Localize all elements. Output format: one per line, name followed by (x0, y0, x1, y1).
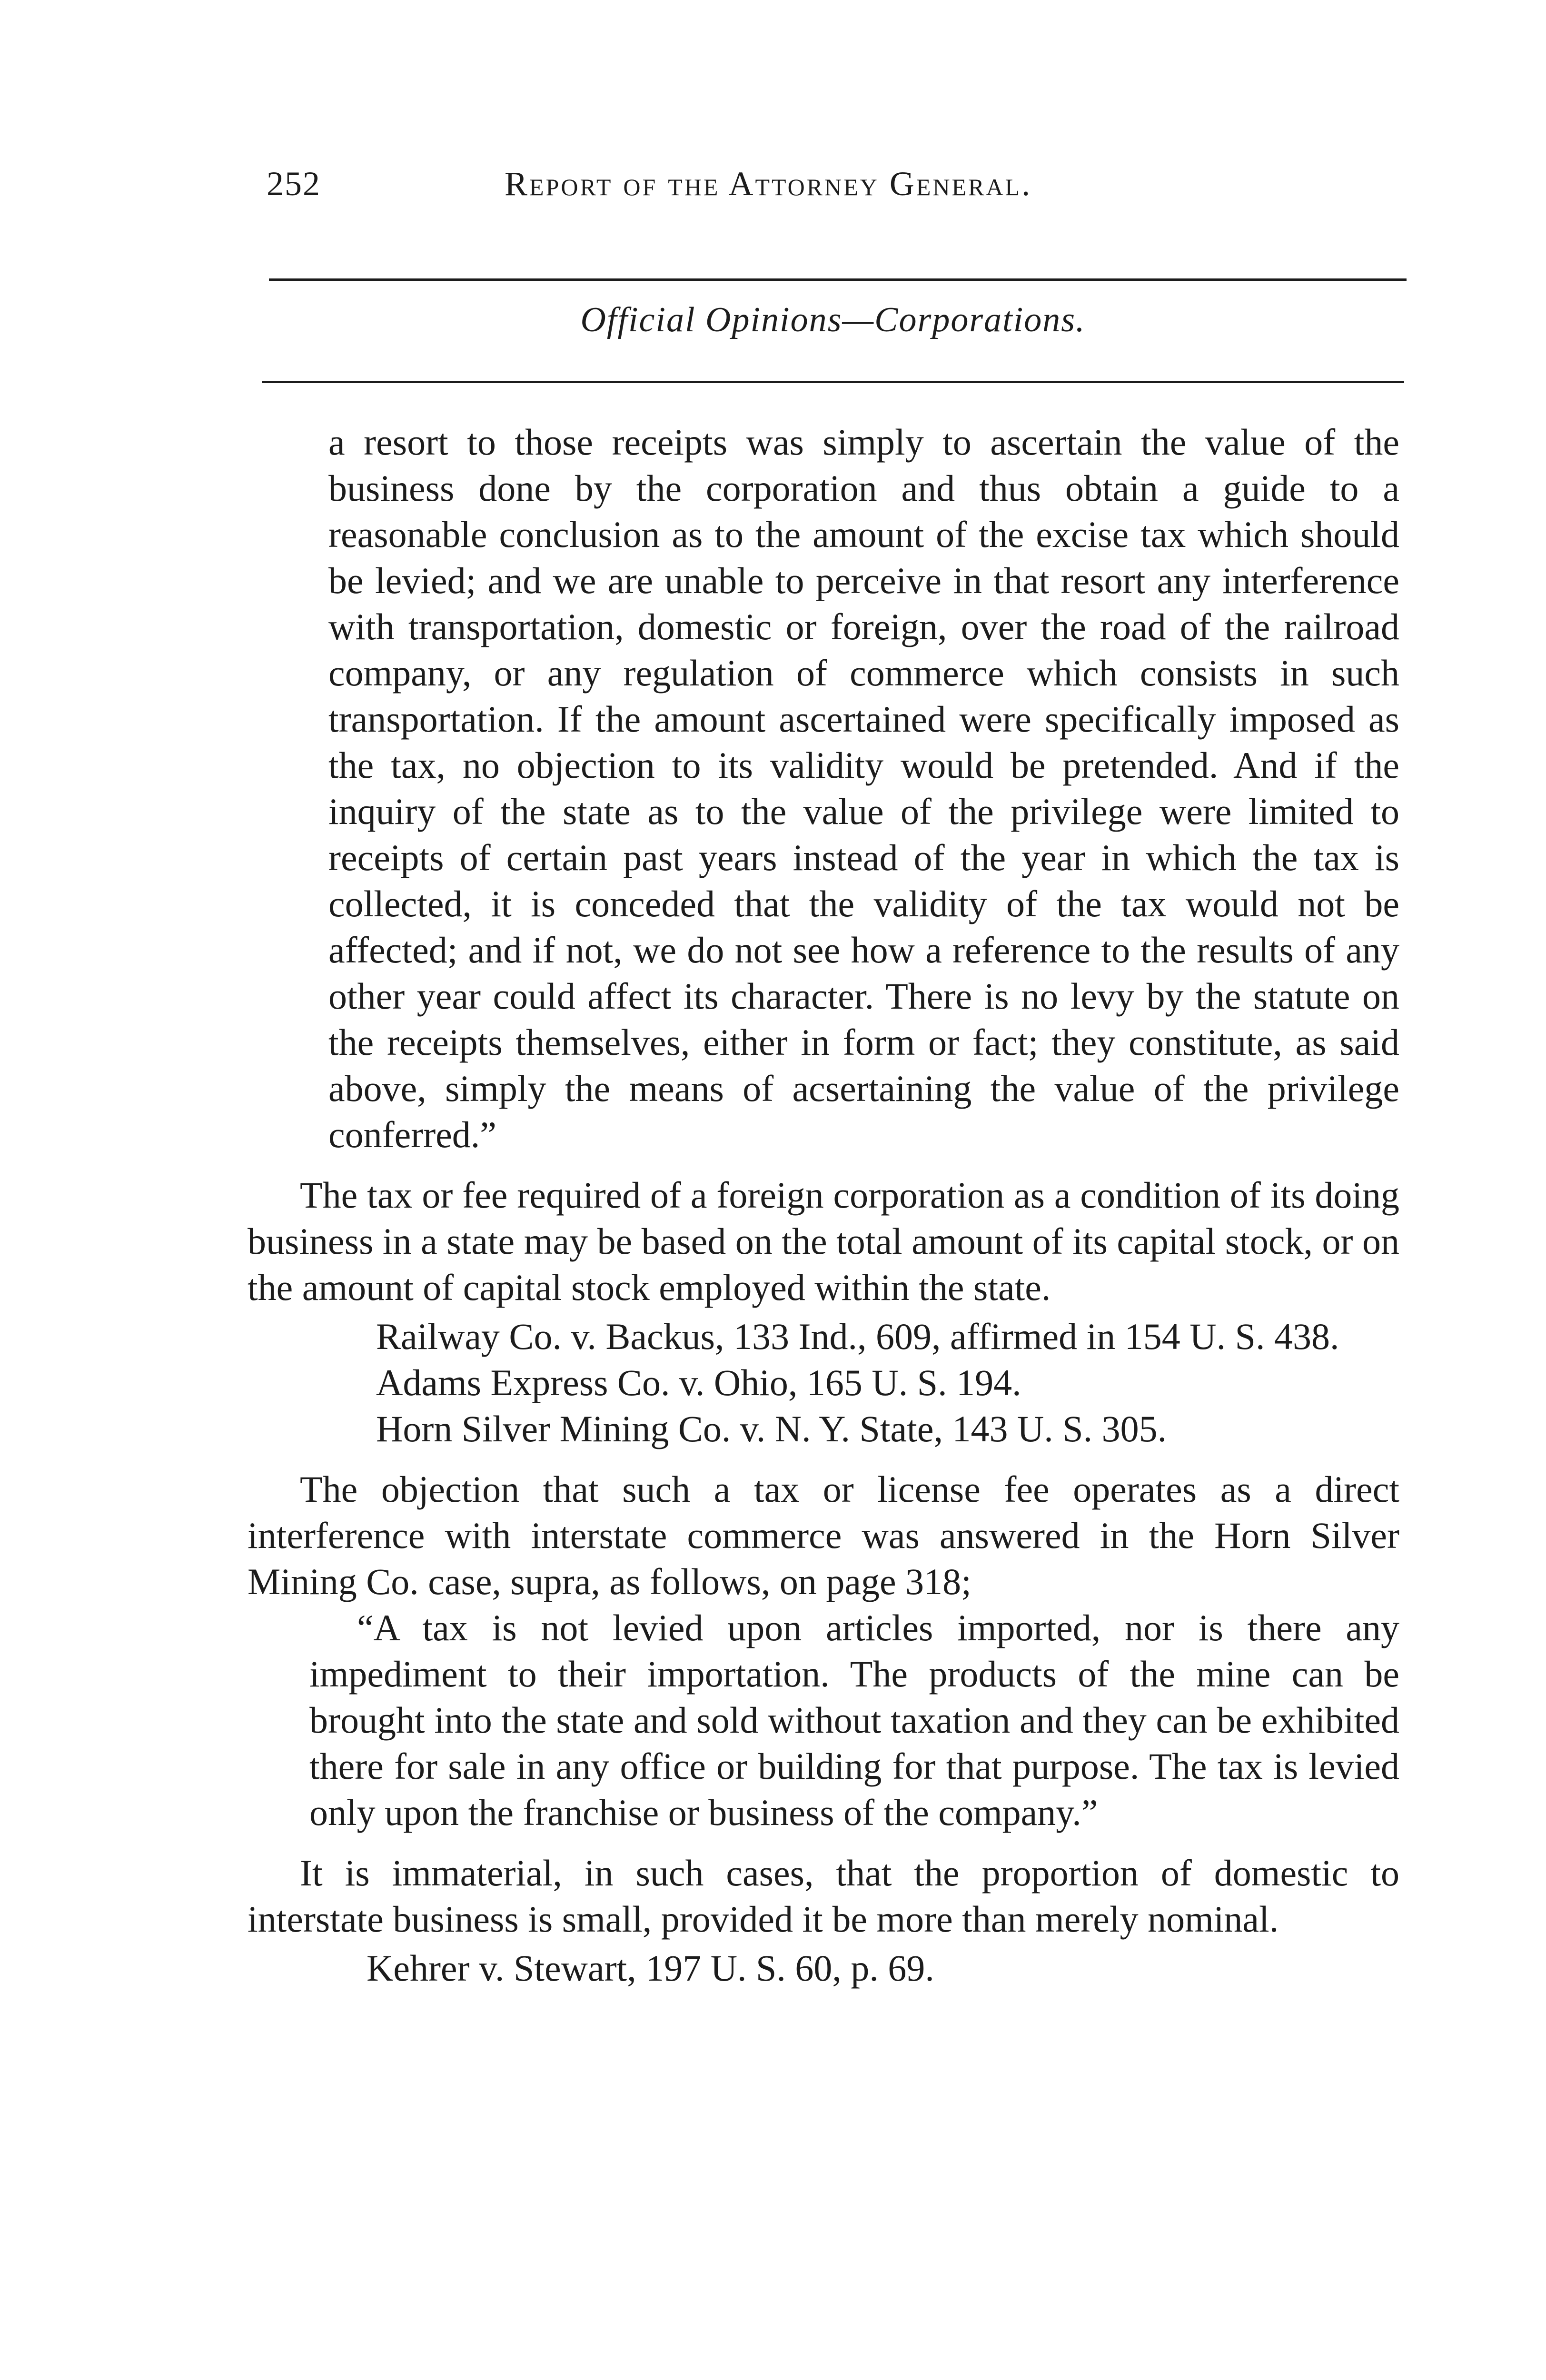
citation-adams-express: Adams Express Co. v. Ohio, 165 U. S. 194. (376, 1362, 1021, 1403)
paragraph-immaterial: It is immaterial, in such cases, that the proportion of domestic to interstate business is small, provided it be more than merely nominal. (248, 1852, 1399, 1940)
body-text (248, 419, 1399, 1991)
quote-horn-silver: “A tax is not levied upon articles imported, nor is there any impediment to their importation. The products of the mine can be brought into the state and sold without taxation and they can be exhibited there for sale in any office or building for that purpose. The tax is levied only upon the franchise or business of the company.” (309, 1607, 1399, 1833)
citation-kehrer-stewart: Kehrer v. Stewart, 197 U. S. 60, p. 69. (367, 1947, 934, 1989)
paragraph-capital-stock: The tax or fee required of a foreign corporation as a condition of its doing business in a state may be based on the total amount of its capital stock, or on the amount of capital stock employed within the state. (248, 1174, 1399, 1308)
citation-horn-silver: Horn Silver Mining Co. v. N. Y. State, 143 U. S. 305. (376, 1408, 1167, 1449)
quote-continuation: a resort to those receipts was simply to ascertain the value of the business done by the corporation and thus obtain a guide to a reasonable conclusion as to the amount of the excise tax which should be levied; and we are unable to perceive in that resort any interference with transportation, domestic or foreign, over the road of the railroad company, or any regulation of commerce which consists in such transportation. If the amount ascertained were specifically imposed as the tax, no objection to its validity would be pretended. And if the inquiry of the state as to the value of the privilege were limited to receipts of certain past years instead of the year in which the tax is collected, it is conceded that the validity of the tax would not be affected; and if not, we do not see how a reference to the results of any other year could affect its character. There is no levy by the statute on the receipts themselves, either in form or fact; they constitute, as said above, simply the means of acsertaining the value of the privilege conferred.” (328, 421, 1399, 1155)
citation-list-2 (248, 1945, 1399, 1991)
citation-list-1 (248, 1313, 1399, 1452)
section-heading: Official Opinions—Corporations. (580, 300, 1086, 339)
citation-railway-backus: Railway Co. v. Backus, 133 Ind., 609, affirmed in 154 U. S. 438. (376, 1316, 1339, 1357)
paragraph-interstate-objection: The objection that such a tax or license fee operates as a direct interference with interstate commerce was answered in the Horn Silver Mining Co. case, supra, as follows, on page 318; (248, 1468, 1399, 1602)
running-head (267, 164, 1409, 217)
header-title: Report of the Attorney General. (505, 165, 1032, 203)
page-number: 252 (267, 165, 321, 203)
header-rule-top (269, 278, 1407, 281)
header-rule-bottom (262, 381, 1404, 383)
